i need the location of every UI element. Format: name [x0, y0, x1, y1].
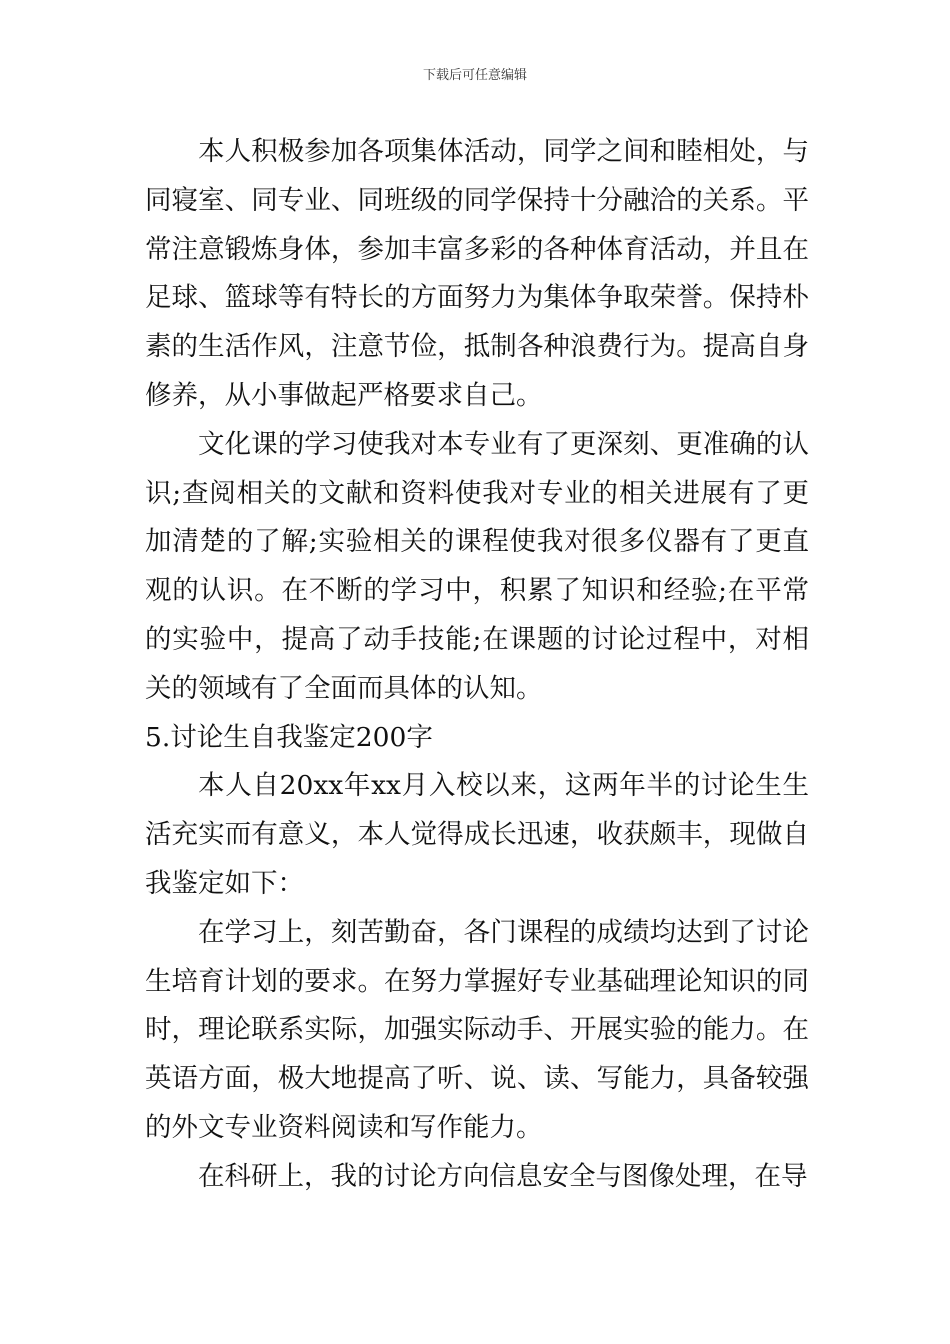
paragraph-study: 在学习上，刻苦勤奋，各门课程的成绩均达到了讨论生培育计划的要求。在努力掌握好专业基础理论知识的同时，理论联系实际，加强实际动手、开展实验的能力。在英语方面，极大地提高了听、说、读、写能力，具备较强的外文专业资料阅读和写作能力。	[145, 916, 809, 1143]
section-heading: 5.讨论生自我鉴定200字	[145, 721, 433, 753]
page-header-note: 下载后可任意编辑	[422, 68, 527, 83]
paragraph-intro: 本人自20xx年xx月入校以来，这两年半的讨论生生活充实而有意义，本人觉得成长迅速，收获颇丰，现做自我鉴定如下：	[145, 770, 809, 899]
document-body	[145, 128, 809, 1202]
paragraph-collective-activities: 本人积极参加各项集体活动，同学之间和睦相处，与同寝室、同专业、同班级的同学保持十分融洽的关系。平常注意锻炼身体，参加丰富多彩的各种体育活动，并且在足球、篮球等有特长的方面努力为集体争取荣誉。保持朴素的生活作风，注意节俭，抵制各种浪费行为。提高自身修养，从小事做起严格要求自己。	[145, 136, 809, 411]
paragraph-coursework: 文化课的学习使我对本专业有了更深刻、更准确的认识;查阅相关的文献和资料使我对专业的相关进展有了更加清楚的了解;实验相关的课程使我对很多仪器有了更直观的认识。在不断的学习中，积累了知识和经验;在平常的实验中，提高了动手技能;在课题的讨论过程中，对相关的领域有了全面而具体的认知。	[145, 428, 809, 704]
paragraph-research: 在科研上，我的讨论方向信息安全与图像处理，在导	[198, 1160, 808, 1192]
